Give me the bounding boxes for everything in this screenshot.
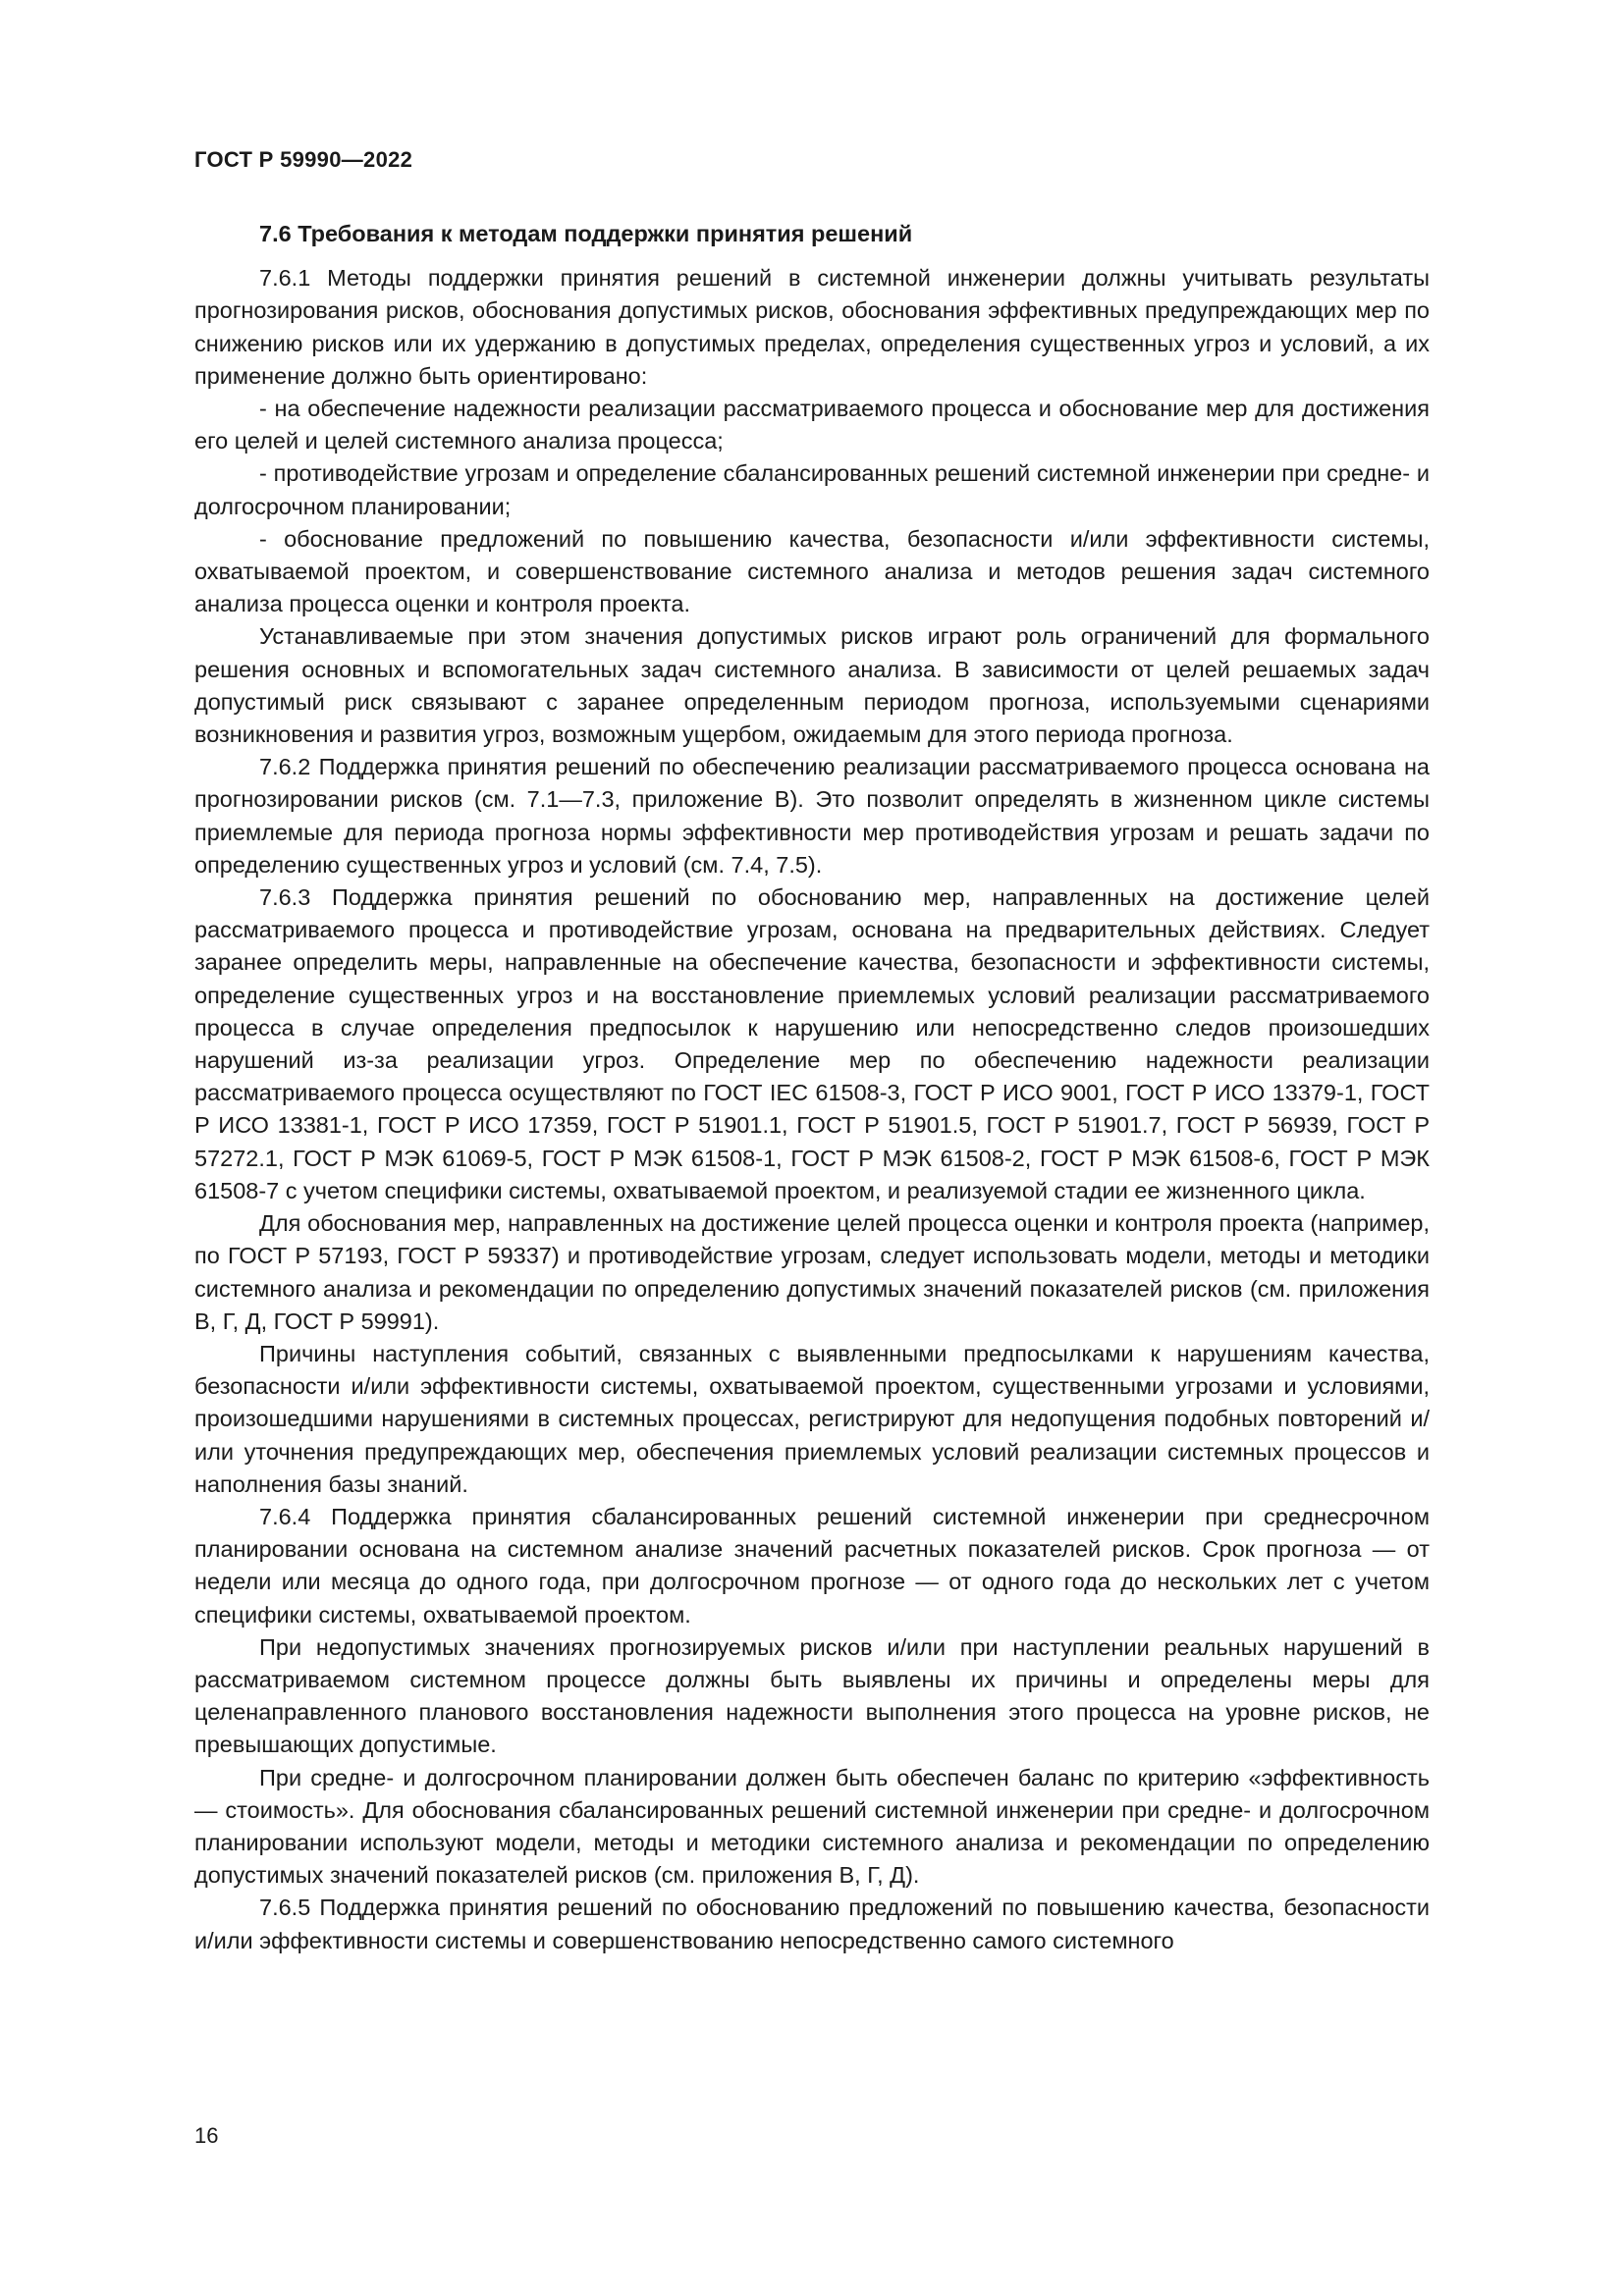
paragraph-7-6-4: 7.6.4 Поддержка принятия сбалансированных решений системной инженерии при среднесрочном планировании основана на системном анализе значений расчетных показателей рисков. Срок прогноза — от недели или месяца до одного года, при долгосрочном прогнозе — от одного года до нескольких лет с учетом специфики системы, охватываемой проектом.: [194, 1503, 1430, 1628]
section-title: 7.6 Требования к методам поддержки принятия решений: [259, 221, 913, 246]
document-body: [194, 218, 1430, 1957]
paragraph: Устанавливаемые при этом значения допустимых рисков играют роль ограничений для формального решения основных и вспомогательных задач системного анализа. В зависимости от целей решаемых задач допустимый риск связывают с заранее определенным периодом прогноза, используемыми сценариями возникновения и развития угроз, возможным ущербом, ожидаемым для этого периода прогноза.: [194, 623, 1430, 748]
paragraph-7-6-3: 7.6.3 Поддержка принятия решений по обоснованию мер, направленных на достижение целей рассматриваемого процесса и противодействие угрозам, основана на предварительных действиях. Следует заранее определить меры, направленные на обеспечение качества, безопасности и эффективности системы, определение существенных угроз и на восстановление приемлемых условий реализации рассматриваемого процесса в случае определения предпосылок к нарушению или непосредственно следов произошедших нарушений из-за реализации угроз. Определение мер по обеспечению надежности реализации рассматриваемого процесса осуществляют по ГОСТ IEC 61508-3, ГОСТ Р ИСО 9001, ГОСТ Р ИСО 13379-1, ГОСТ Р ИСО 13381-1, ГОСТ Р ИСО 17359, ГОСТ Р 51901.1, ГОСТ Р 51901.5, ГОСТ Р 51901.7, ГОСТ Р 56939, ГОСТ Р 57272.1, ГОСТ Р МЭК 61069-5, ГОСТ Р МЭК 61508-1, ГОСТ Р МЭК 61508-2, ГОСТ Р МЭК 61508-6, ГОСТ Р МЭК 61508-7 с учетом специфики системы, охватываемой проектом, и реализуемой стадии ее жизненного цикла.: [194, 884, 1430, 1203]
paragraph: Причины наступления событий, связанных с выявленными предпосылками к нарушениям качества, безопасности и/или эффективности системы, охватываемой проектом, существенными угрозами и условиями, произошедшими нарушениями в системных процессах, регистрируют для недопущения подобных повторений и/или уточнения предупреждающих мер, обеспечения приемлемых условий реализации системных процессов и наполнения базы знаний.: [194, 1340, 1430, 1497]
paragraph: При средне- и долгосрочном планировании должен быть обеспечен баланс по критерию «эффективность — стоимость». Для обоснования сбалансированных решений системной инженерии при средне- и долгосрочном планировании используют модели, методы и методики системного анализа и рекомендации по определению допустимых значений показателей рисков (см. приложения В, Г, Д).: [194, 1764, 1430, 1889]
paragraph-7-6-2: 7.6.2 Поддержка принятия решений по обеспечению реализации рассматриваемого процесса основана на прогнозировании рисков (см. 7.1—7.3, приложение В). Это позволит определять в жизненном цикле системы приемлемые для периода прогноза нормы эффективности мер противодействия угрозам и решать задачи по определению существенных угроз и условий (см. 7.4, 7.5).: [194, 754, 1430, 878]
paragraph-7-6-5: 7.6.5 Поддержка принятия решений по обоснованию предложений по повышению качества, безопасности и/или эффективности системы и совершенствованию непосредственно самого системного: [194, 1895, 1430, 1953]
list-item: - обоснование предложений по повышению качества, безопасности и/или эффективности системы, охватываемой проектом, и совершенствование системного анализа и методов решения задач системного анализа процесса оценки и контроля проекта.: [194, 525, 1430, 617]
list-item: - на обеспечение надежности реализации рассматриваемого процесса и обоснование мер для достижения его целей и целей системного анализа процесса;: [194, 396, 1430, 454]
paragraph-7-6-1: 7.6.1 Методы поддержки принятия решений в системной инженерии должны учитывать результаты прогнозирования рисков, обоснования допустимых рисков, обоснования эффективных предупреждающих мер по снижению рисков или их удержанию в допустимых пределах, определения существенных угроз и условий, а их применение должно быть ориентировано:: [194, 265, 1430, 389]
document-code-header: ГОСТ Р 59990—2022: [194, 147, 413, 172]
paragraph: Для обоснования мер, направленных на достижение целей процесса оценки и контроля проекта (например, по ГОСТ Р 57193, ГОСТ Р 59337) и противодействие угрозам, следует использовать модели, методы и методики системного анализа и рекомендации по определению допустимых значений показателей рисков (см. приложения В, Г, Д, ГОСТ Р 59991).: [194, 1210, 1430, 1334]
page-number: 16: [194, 2123, 219, 2148]
list-item: - противодействие угрозам и определение сбалансированных решений системной инженерии при средне- и долгосрочном планировании;: [194, 460, 1430, 519]
paragraph: При недопустимых значениях прогнозируемых рисков и/или при наступлении реальных нарушений в рассматриваемом системном процессе должны быть выявлены их причины и определены меры для целенаправленного планового восстановления надежности выполнения этого процесса на уровне рисков, не превышающих допустимые.: [194, 1633, 1430, 1758]
